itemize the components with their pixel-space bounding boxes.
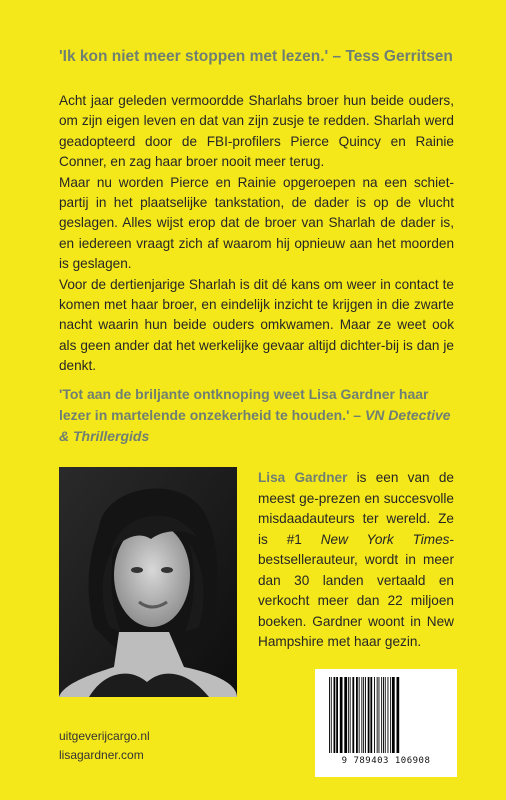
barcode-bar — [359, 677, 360, 753]
barcode — [315, 669, 457, 777]
barcode-bar — [340, 677, 343, 753]
author-url[interactable]: lisagardner.com — [59, 748, 144, 762]
review-quote-text: 'Tot aan de briljante ontknoping weet Lisa Gardner haar lezer in martelende onzekerheid te houden.' – — [59, 386, 429, 423]
publisher-urls — [59, 727, 150, 765]
barcode-bar — [334, 677, 336, 753]
barcode-bar — [350, 677, 351, 753]
barcode-bar — [385, 677, 386, 753]
barcode-bar — [377, 677, 378, 753]
publisher-url[interactable]: uitgeverijcargo.nl — [59, 729, 150, 743]
barcode-bar — [397, 677, 400, 753]
barcode-bar — [348, 677, 349, 753]
barcode-bar — [383, 677, 384, 753]
author-name: Lisa Gardner — [258, 470, 348, 485]
barcode-bar — [388, 677, 389, 753]
barcode-bar — [336, 677, 338, 753]
blurb-paragraph: Acht jaar geleden vermoordde Sharlahs broer hun beide ouders, om zijn eigen leven en dat van zijn zusje te redden. Sharlah werd geadopteerd door de FBI-profilers Pierce Quincy en Rainie Conner, en zag haar broer nooit meer terug. — [59, 93, 454, 170]
author-bio — [258, 468, 454, 653]
review-quote-source: VN Detective & Thrillergids — [59, 407, 451, 444]
barcode-bar — [344, 677, 347, 753]
barcode-bar — [352, 677, 354, 753]
barcode-bar — [363, 677, 364, 753]
barcode-bar — [392, 677, 395, 753]
barcode-bar — [390, 677, 391, 753]
barcode-bar — [361, 677, 362, 753]
author-portrait-photo — [59, 467, 237, 697]
barcode-bar — [329, 677, 330, 753]
bio-text: -bestsellerauteur, wordt in meer dan 30 landen vertaald en verkocht meer dan 22 miljoen boeken. Gardner woont in New Hampshire met haar gezin. — [258, 531, 454, 649]
barcode-bar — [356, 677, 358, 753]
barcode-bar — [381, 677, 382, 753]
barcode-bar — [374, 677, 375, 753]
bestseller-list-name: New York Times — [320, 531, 450, 547]
barcode-bars — [315, 669, 457, 755]
blurb-paragraph: Voor de dertienjarige Sharlah is dit dé kans om weer in contact te komen met haar broer, en eindelijk inzicht te krijgen in die zwarte nacht waarin hun beide ouders omkwamen. Maar ze weet ook als geen ander dat het werkelijke gevaar altijd dichter-bij is dan je denkt. — [59, 276, 454, 374]
barcode-bar — [331, 677, 332, 753]
blurb-paragraph: Maar nu worden Pierce en Rainie opgeroepen na een schiet-partij in het plaatselijke tankstation, de dader is op de vlucht geslagen. Alles wijst erop dat de broer van Sharlah de dader is, en iedereen vraagt zich af waarom hij opnieuw aan het moorden is geslagen. — [59, 174, 454, 272]
review-quote — [59, 384, 459, 447]
back-cover-blurb — [59, 91, 454, 377]
barcode-bar — [368, 677, 370, 753]
isbn-number: 9 789403 106908 — [341, 756, 431, 766]
author-photo — [59, 467, 237, 697]
top-quote: 'Ik kon niet meer stoppen met lezen.' – Tess Gerritsen — [59, 48, 453, 65]
bio-text: is een van de meest ge-prezen en succesvolle misdaadauteurs ter wereld. Ze is #1 — [258, 470, 454, 547]
barcode-bar — [370, 677, 372, 753]
barcode-bar — [365, 677, 366, 753]
barcode-bar — [379, 677, 380, 753]
